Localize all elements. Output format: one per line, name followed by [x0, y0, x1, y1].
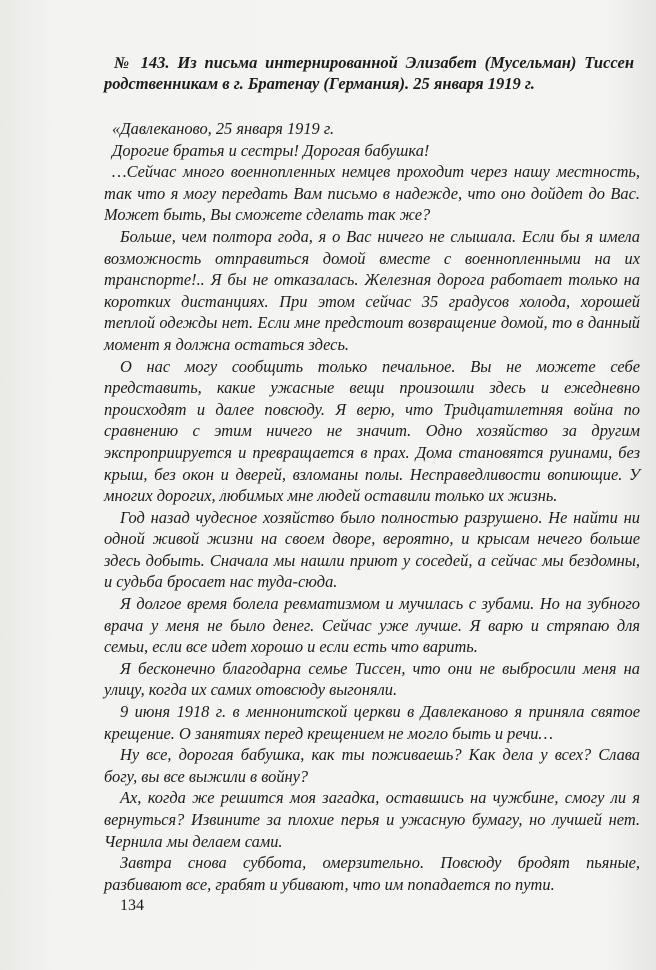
- letter-paragraph: О нас могу сообщить только печальное. Вы не можете себе представить, какие ужасные вещи произошли здесь и ежедневно происходят и далее повсюду. Я верю, что Тридцатилетняя война по сравнению с этим ничего не значит. Одно хозяйство за другим экспроприируется и превращается в прах. Дома становятся руинами, без крыш, без окон и дверей, взломаны полы. Несправедливости вопиющие. У многих дорогих, любимых мне людей оставили только их жизнь.: [104, 356, 640, 506]
- letter-paragraph: …Сейчас много военнопленных немцев проходит через нашу местность, так что я могу передать Вам письмо в надежде, что оно дойдет до Вас. Может быть, Вы сможете сделать так же?: [104, 162, 640, 225]
- letter-salutation: Дорогие братья и сестры! Дорогая бабушка!: [112, 140, 430, 160]
- page-number: 134: [120, 897, 144, 914]
- letter-paragraph: Ах, когда же решится моя загадка, оставшись на чужбине, смогу ли я вернуться? Извините за плохие перья и ужасную бумагу, но лучшей нет. Чернила мы делаем сами.: [104, 788, 640, 851]
- letter-paragraph: Ну все, дорогая бабушка, как ты поживаешь? Как дела у всех? Слава богу, вы все выжили в войну?: [104, 745, 640, 786]
- letter-paragraph: Год назад чудесное хозяйство было полностью разрушено. Не найти ни одной живой жизни на своем дворе, вероятно, и крысам нечего больше здесь добыть. Сначала мы нашли приют у соседей, а сейчас мы бездомны, и судьба бросает нас туда-сюда.: [104, 507, 640, 592]
- letter-paragraph: Я долгое время болела ревматизмом и мучилась с зубами. Но на зубного врача у меня не было денег. Сейчас уже лучше. Я варю и стряпаю для семьи, если все идет хорошо и если есть что варить.: [104, 594, 640, 657]
- letter-paragraph: Я бесконечно благодарна семье Тиссен, что они не выбросили меня на улицу, когда их самих отовсюду выгоняли.: [104, 658, 640, 700]
- letter-place-date: «Давлеканово, 25 января 1919 г.: [112, 119, 335, 138]
- letter-paragraph: 9 июня 1918 г. в меннонитской церкви в Давлеканово я приняла святое крещение. О занятиях перед крещением не могло быть и речи…: [104, 702, 640, 743]
- document-heading: № 143. Из письма интернированной Элизабет (Мусельман) Тиссен родственникам в г. Братенау (Германия). 25 января 1919 г.: [104, 53, 634, 93]
- letter-body: [104, 118, 640, 895]
- letter-paragraph: Завтра снова суббота, омерзительно. Повсюду бродят пьяные, разбивают все, грабят и убивают, что им попадается по пути.: [104, 853, 640, 894]
- letter-paragraph: Больше, чем полтора года, я о Вас ничего не слышала. Если бы я имела возможность отправиться домой вместе с военнопленными на их транспорте!.. Я бы не отказалась. Железная дорога работает только на коротких дистанциях. При этом сейчас 35 градусов холода, хорошей теплой одежды нет. Если мне предстоит возвращение домой, то в данный момент я должна остаться здесь.: [104, 226, 640, 354]
